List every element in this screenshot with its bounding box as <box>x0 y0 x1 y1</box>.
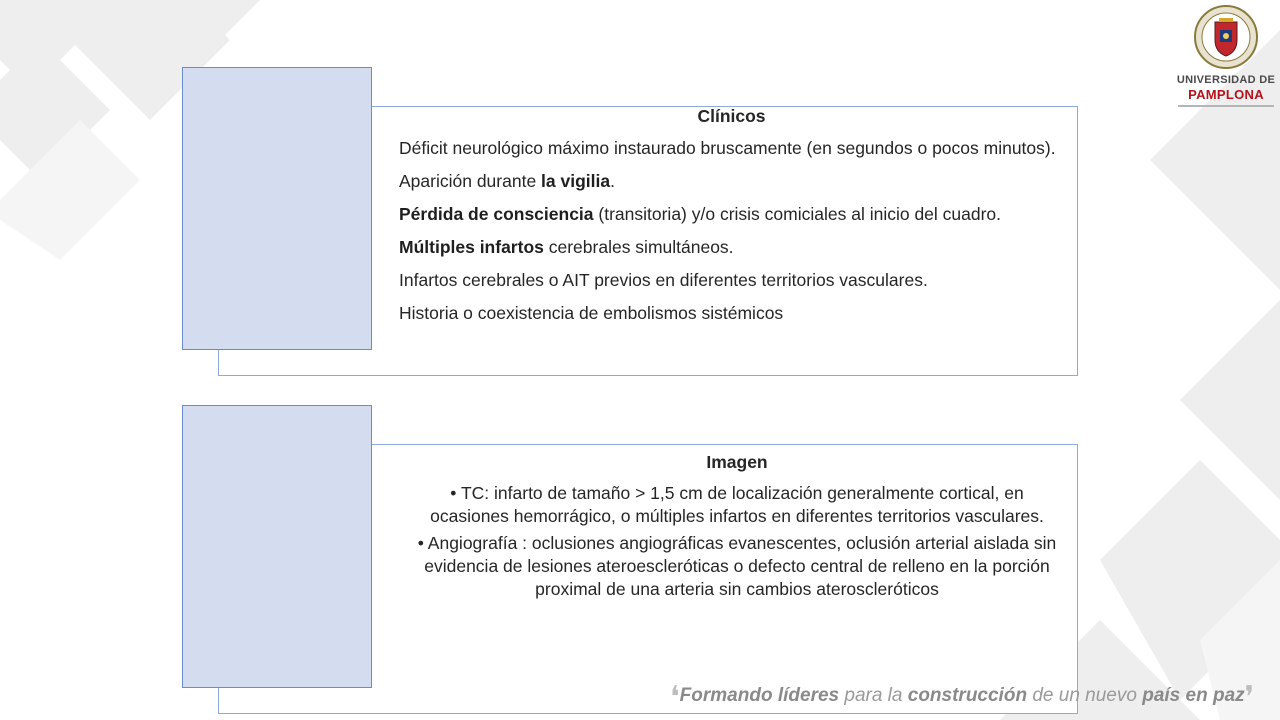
clinicos-heading: Clínicos <box>697 106 766 126</box>
clinicos-line: Déficit neurológico máximo instaurado bruscamente (en segundos o pocos minutos). <box>399 138 1056 158</box>
logo-text-line1: UNIVERSIDAD DE <box>1176 74 1276 86</box>
logo-text-line2: PAMPLONA <box>1188 87 1264 102</box>
logo-underline <box>1178 105 1274 107</box>
imagen-content <box>412 451 1062 605</box>
imagen-heading: Imagen <box>706 452 768 472</box>
clinicos-line: Historia o coexistencia de embolismos sistémicos <box>399 303 784 323</box>
slogan: ❛Formando líderes para la construcción de un nuevo país en paz❜ <box>670 681 1255 714</box>
clinicos-line: Aparición durante la vigilia. <box>399 171 615 191</box>
clinicos-tab <box>182 67 372 350</box>
imagen-bullet-tc: • TC: infarto de tamaño > 1,5 cm de localización generalmente cortical, en ocasiones hemorrágico, o múltiples infartos en diferentes territorios vasculares. <box>430 483 1044 526</box>
clinicos-line: Pérdida de consciencia (transitoria) y/o crisis comiciales al inicio del cuadro. <box>399 204 1002 224</box>
open-quote-icon: ❛ <box>670 681 680 714</box>
imagen-bullet-angiografia: • Angiografía : oclusiones angiográficas evanescentes, oclusión arterial aislada sin evidencia de lesiones ateroescleróticas o defecto central de relleno en la porción proximal de una arteria sin cambios ateroscleróticos <box>417 533 1057 599</box>
clinicos-line: Múltiples infartos cerebrales simultáneos. <box>399 237 734 257</box>
university-seal-icon <box>1193 4 1259 70</box>
university-logo <box>1176 4 1276 108</box>
clinicos-content <box>399 105 1064 335</box>
imagen-tab <box>182 405 372 688</box>
clinicos-line: Infartos cerebrales o AIT previos en diferentes territorios vasculares. <box>399 270 928 290</box>
close-quote-icon: ❜ <box>1244 681 1255 714</box>
